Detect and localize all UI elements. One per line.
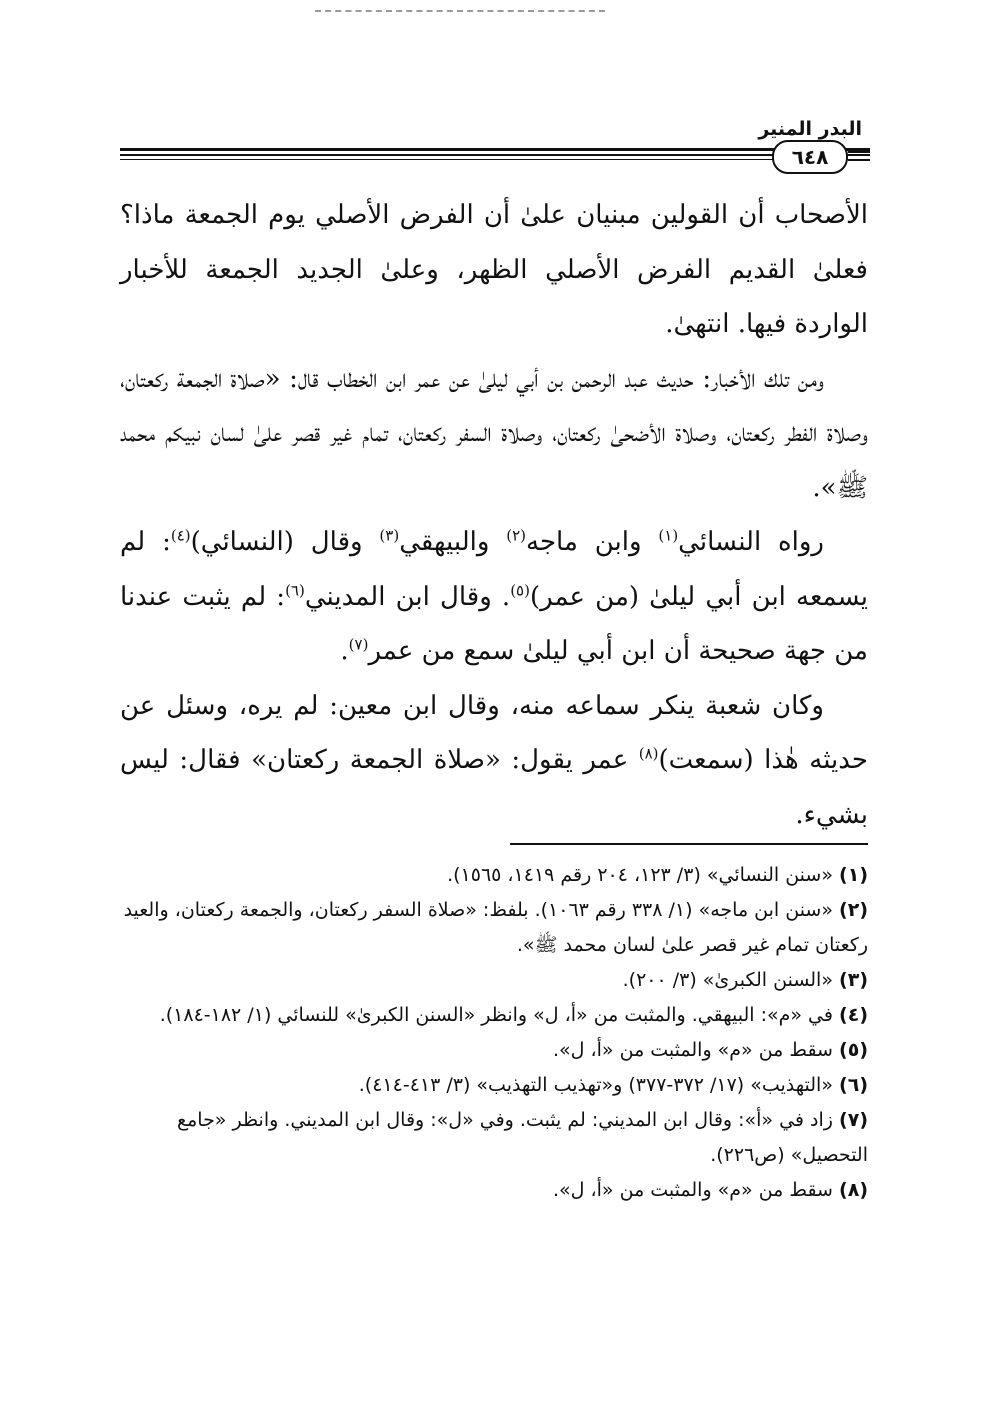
footnote-text: «التهذيب» (١٧/ ٣٧٢-٣٧٧) و«تهذيب التهذيب» (٣/ ٤١٣-٤١٤).: [358, 1074, 833, 1096]
text-run: .: [340, 636, 349, 666]
footnote: [112, 963, 868, 998]
text-run: وقال (النسائي): [190, 527, 380, 557]
text-run: . وقال ابن المديني: [304, 581, 511, 612]
text-run: عمر يقول: «صلاة الجمعة ركعتان» فقال: ليس بشيء.: [120, 745, 868, 830]
footnote-marker: (٨): [638, 744, 659, 763]
paragraph: ومن تلك الأخبار: حديث عبد الرحمن بن أبي ليلىٰ عن عمر ابن الخطاب قال: «صلاة الجمعة ركعتان، وصلاة الفطر ركعتان، وصلاة الأضحىٰ ركعتان، وصلاة السفر ركعتان، تمام غير قصر علىٰ لسان نبيكم محمد ﷺ».: [120, 363, 868, 503]
paragraph: [120, 515, 868, 679]
header-rule-end: [848, 151, 870, 161]
footnote-number: (٣): [839, 969, 868, 991]
page-number: ٦٤٨: [772, 140, 848, 174]
running-title: البدر المنير: [758, 118, 862, 140]
footnote-text: «السنن الكبرىٰ» (٣/ ٢٠٠).: [622, 969, 833, 991]
page-header: [120, 118, 870, 178]
text-run: والبيهقي: [399, 527, 507, 557]
footnote-number: (٦): [839, 1074, 868, 1096]
footnote-number: (٤): [839, 1004, 868, 1026]
footnote: [112, 1103, 868, 1173]
footnote-number: (٨): [839, 1179, 868, 1201]
footnote-marker: (٧): [348, 635, 369, 654]
footnote-marker: (١): [658, 526, 679, 545]
footnote-text: سقط من «م» والمثبت من «أ، ل».: [553, 1039, 833, 1061]
top-dashed-line: [315, 10, 605, 12]
text-run: : لم يثبت عندنا من جهة صحيحة أن ابن أبي ليلىٰ سمع من عمر: [120, 581, 868, 666]
text-run: رواه النسائي: [678, 527, 824, 557]
paragraph: الأصحاب أن القولين مبنيان علىٰ أن الفرض الأصلي يوم الجمعة ماذا؟ فعلىٰ القديم الفرض الأصلي الظهر، وعلىٰ الجديد الجمعة للأخبار الواردة فيها. انتهىٰ.: [120, 200, 868, 339]
footnote-marker: (٦): [285, 580, 305, 599]
text-run: وكان شعبة ينكر سماعه منه، وقال ابن معين: لم يره، وسئل عن حديثه هٰذا (سمعت): [120, 690, 868, 775]
footnote-text: «سنن النسائي» (٣/ ١٢٣، ٢٠٤ رقم ١٤١٩، ١٥٦٥).: [447, 864, 833, 886]
main-text: [120, 188, 868, 842]
footnote-marker: (٥): [510, 580, 530, 599]
footnote: [112, 893, 868, 963]
footnote-number: (٢): [839, 899, 868, 921]
footnote: [112, 1068, 868, 1103]
footnote-marker: (٣): [379, 526, 400, 545]
footnote: [112, 858, 868, 893]
footnote-separator: [510, 843, 868, 845]
footnote-text: سقط من «م» والمثبت من «أ، ل».: [553, 1179, 833, 1201]
text-run: : لم يسمعه ابن أبي ليلىٰ (من عمر): [120, 527, 868, 612]
header-rule: [120, 159, 870, 160]
footnote: [112, 1173, 868, 1208]
footnote-marker: (٢): [506, 526, 527, 545]
header-rule: [120, 154, 870, 156]
footnote-text: زاد في «أ»: وقال ابن المديني: لم يثبت. وفي «ل»: وقال ابن المديني. وانظر «جامع التحصيل» (ص٢٢٦).: [176, 1109, 868, 1166]
header-rule: [120, 148, 870, 151]
footnote-marker: (٤): [170, 526, 191, 545]
footnote-number: (٧): [839, 1109, 868, 1131]
footnote-text: «سنن ابن ماجه» (١/ ٣٣٨ رقم ١٠٦٣). بلفظ: «صلاة السفر ركعتان، والجمعة ركعتان، والعيد ركعتان تمام غير قصر علىٰ لسان محمد ﷺ».: [123, 899, 868, 956]
footnote: [112, 998, 868, 1033]
paragraph: [120, 679, 868, 843]
footnote-number: (٥): [839, 1039, 868, 1061]
footnote-number: (١): [839, 864, 868, 886]
footnote-text: في «م»: البيهقي. والمثبت من «أ، ل» وانظر «السنن الكبرىٰ» للنسائي (١/ ١٨٢-١٨٤).: [159, 1004, 833, 1026]
text-run: وابن ماجه: [526, 527, 659, 557]
footnote: [112, 1033, 868, 1068]
footnotes: [112, 858, 868, 1208]
